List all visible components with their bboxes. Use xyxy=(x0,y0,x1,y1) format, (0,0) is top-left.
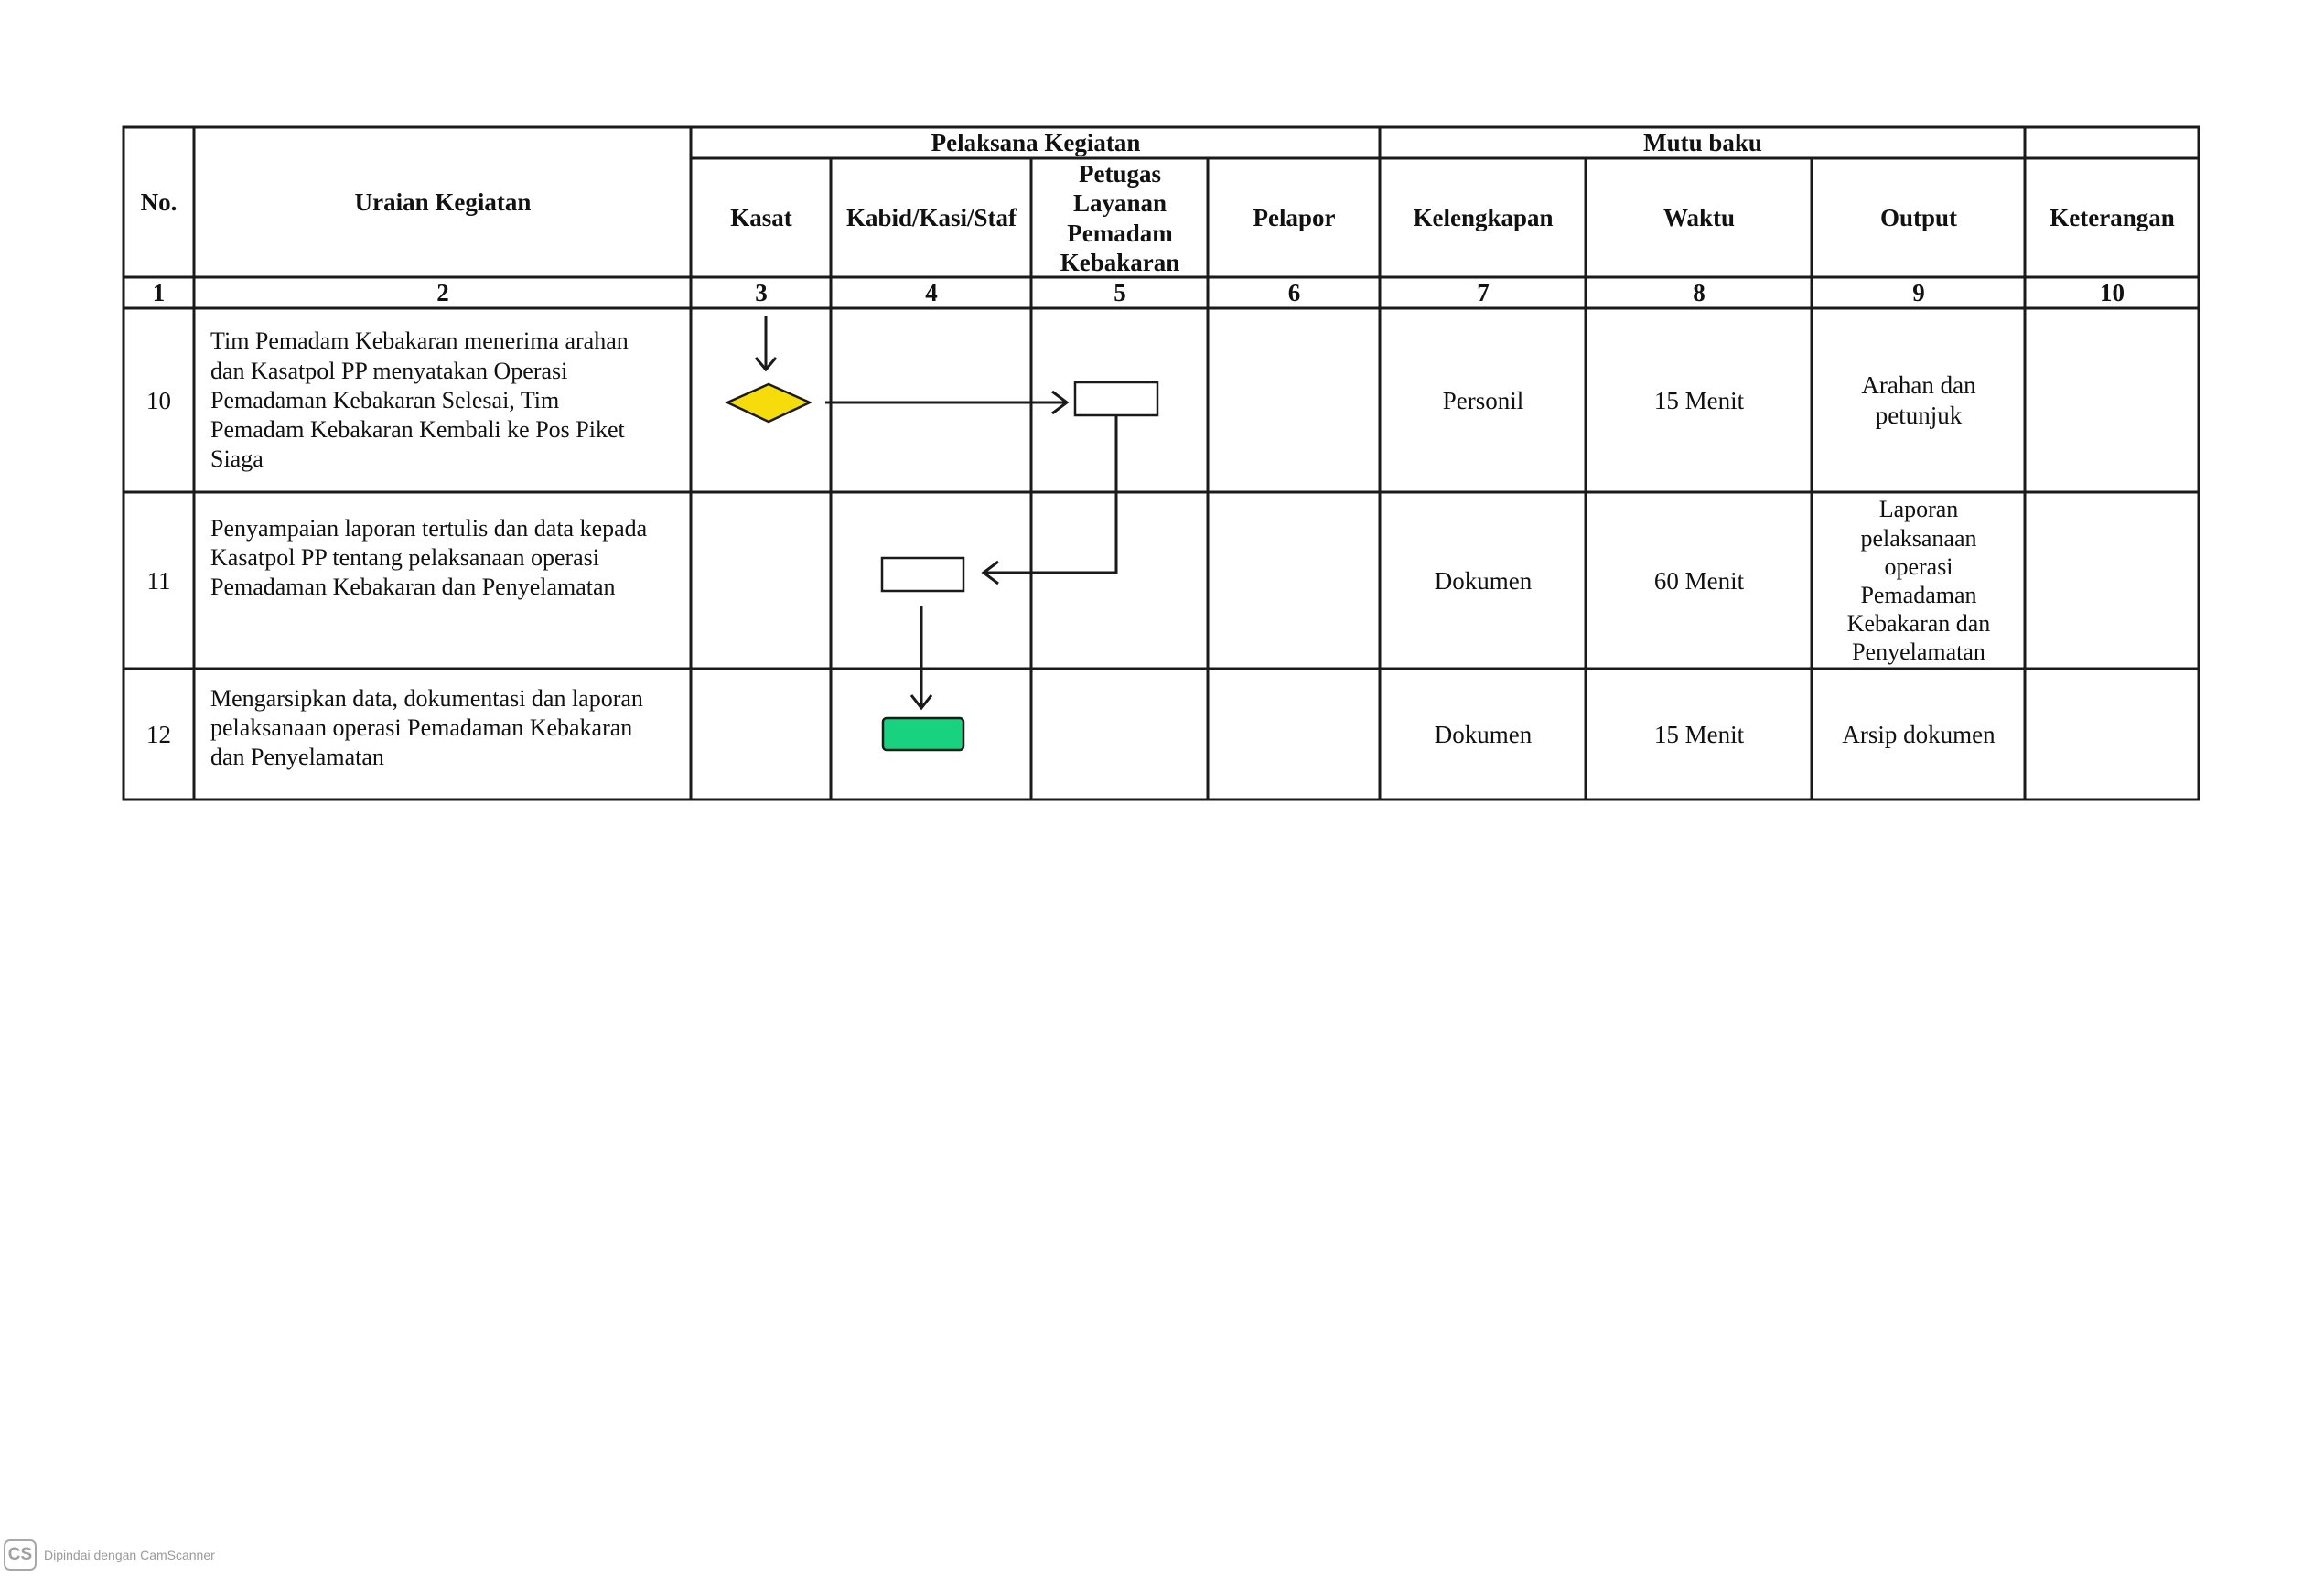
keterangan-cell xyxy=(2027,310,2198,491)
column-number: 7 xyxy=(1477,279,1490,307)
description-line: Kasatpol PP tentang pelaksanaan operasi xyxy=(210,544,600,572)
column-number: 1 xyxy=(152,279,166,307)
flow-connector-petugas-to-kabid xyxy=(985,416,1116,573)
row-description xyxy=(196,670,690,799)
output-cell xyxy=(1813,310,2024,491)
column-header-waktu: Waktu xyxy=(1662,204,1736,232)
column-header-petugas xyxy=(1033,160,1207,276)
group-header-mutu-baku: Mutu baku xyxy=(1643,129,1762,157)
column-number: 8 xyxy=(1693,279,1705,307)
column-header-petugas-line: Layanan xyxy=(1072,189,1167,218)
description-line: Siaga xyxy=(210,445,264,473)
output-line: Pemadaman xyxy=(1860,582,1977,608)
waktu-cell: 15 Menit xyxy=(1653,720,1745,748)
output-cell xyxy=(1813,494,2024,668)
decision-diamond-kasat xyxy=(727,384,810,422)
column-header-petugas-line: Petugas xyxy=(1079,159,1161,188)
output-line: petunjuk xyxy=(1875,402,1963,429)
column-header-kelengkapan: Kelengkapan xyxy=(1413,204,1554,232)
column-header-output: Output xyxy=(1879,204,1958,232)
column-number: 9 xyxy=(1912,279,1925,307)
column-header-kabid: Kabid/Kasi/Staf xyxy=(845,204,1017,232)
column-number: 5 xyxy=(1114,279,1126,307)
kelengkapan-cell: Dokumen xyxy=(1434,566,1533,595)
column-header-no: No. xyxy=(140,188,178,216)
column-header-pelapor: Pelapor xyxy=(1253,204,1336,232)
output-cell: Arsip dokumen xyxy=(1842,720,1996,748)
keterangan-cell xyxy=(2027,670,2198,799)
description-line: Pemadam Kebakaran Kembali ke Pos Piket xyxy=(210,416,625,444)
kelengkapan-cell: Dokumen xyxy=(1434,720,1533,748)
keterangan-cell xyxy=(2027,494,2198,668)
column-header-kasat: Kasat xyxy=(730,204,792,232)
output-line: Penyelamatan xyxy=(1852,638,1985,666)
column-header-uraian: Uraian Kegiatan xyxy=(354,188,532,216)
row-description xyxy=(196,494,690,668)
output-line: Laporan xyxy=(1878,496,1959,523)
scanner-watermark-text: Dipindai dengan CamScanner xyxy=(44,1548,215,1562)
camscanner-logo-icon: CS xyxy=(4,1539,37,1571)
row-description xyxy=(196,310,690,491)
column-number: 2 xyxy=(436,279,449,307)
description-line: Tim Pemadam Kebakaran menerima arahan xyxy=(210,327,629,355)
row-number: 10 xyxy=(146,386,171,414)
output-line: pelaksanaan xyxy=(1860,524,1977,552)
waktu-cell: 60 Menit xyxy=(1653,566,1745,595)
terminal-box-arsip xyxy=(883,718,963,750)
description-line: Pemadaman Kebakaran Selesai, Tim xyxy=(210,386,560,413)
description-line: pelaksanaan operasi Pemadaman Kebakaran xyxy=(210,714,633,742)
description-line: dan Penyelamatan xyxy=(210,744,384,771)
group-header-pelaksana: Pelaksana Kegiatan xyxy=(931,129,1141,157)
description-line: dan Kasatpol PP menyatakan Operasi xyxy=(210,357,568,384)
waktu-cell: 15 Menit xyxy=(1653,386,1745,414)
column-number: 10 xyxy=(2100,279,2125,307)
column-header-petugas-line: Kebakaran xyxy=(1060,248,1180,276)
description-line: Mengarsipkan data, dokumentasi dan laporan xyxy=(210,685,643,712)
process-box-kabid xyxy=(882,558,963,591)
column-number: 4 xyxy=(925,279,938,307)
kelengkapan-cell: Personil xyxy=(1442,386,1524,414)
row-number: 12 xyxy=(146,720,171,748)
column-header-petugas-line: Pemadam xyxy=(1067,219,1173,247)
scanner-watermark xyxy=(4,1539,215,1571)
output-line: Kebakaran dan xyxy=(1846,610,1991,638)
column-number: 3 xyxy=(755,279,768,307)
description-line: Penyampaian laporan tertulis dan data kepada xyxy=(210,515,648,542)
description-line: Pemadaman Kebakaran dan Penyelamatan xyxy=(210,574,616,601)
row-number: 11 xyxy=(146,566,171,595)
output-line: Arahan dan xyxy=(1861,371,1976,400)
process-box-petugas xyxy=(1075,382,1157,415)
column-number: 6 xyxy=(1287,279,1301,307)
output-line: operasi xyxy=(1884,552,1953,580)
column-header-keterangan: Keterangan xyxy=(2050,204,2175,232)
